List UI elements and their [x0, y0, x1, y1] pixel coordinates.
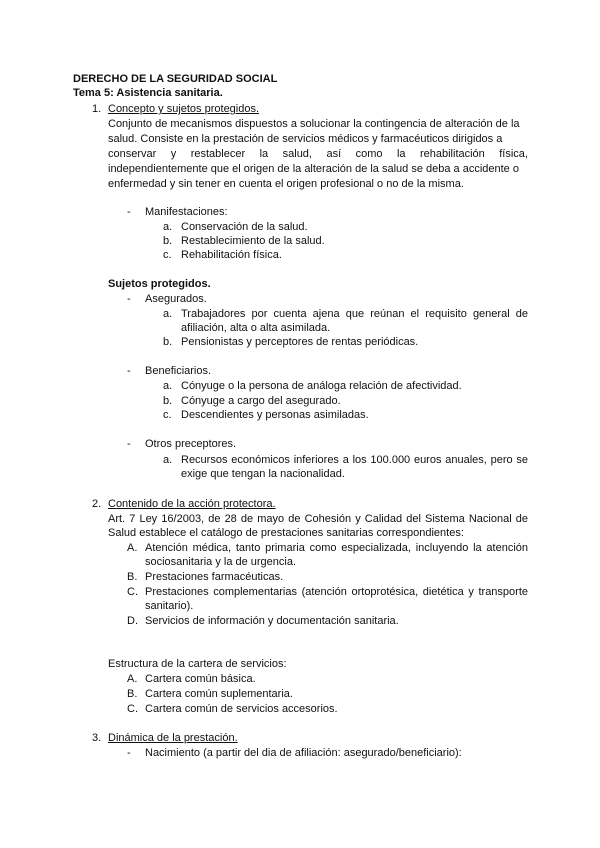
list-marker: A. [127, 542, 138, 554]
dash-bullet: - [127, 206, 131, 218]
section-number: 2. [92, 498, 102, 510]
list-marker: A. [127, 673, 138, 685]
list-item: Conservación de la salud. [181, 221, 308, 233]
list-item: Cónyuge o la persona de análoga relación de afectividad. [181, 380, 462, 392]
list-item: Trabajadores por cuenta ajena que reúnan el requisito general de [181, 308, 528, 320]
list-marker: b. [163, 235, 173, 247]
paragraph-line: independientemente que el origen de la alteración de la salud se deba a accidente o [108, 163, 519, 175]
section-heading: Concepto y sujetos protegidos. [108, 103, 260, 115]
paragraph-line: enfermedad y sin tener en cuenta el origen profesional o no de la misma. [108, 178, 464, 190]
section-number: 3. [92, 732, 102, 744]
list-item: Rehabilitación física. [181, 249, 282, 261]
list-item: Recursos económicos inferiores a los 100.000 euros anuales, pero se [181, 454, 528, 466]
list-marker: a. [163, 308, 173, 320]
dash-bullet: - [127, 438, 131, 450]
list-label: Beneficiarios. [145, 365, 212, 377]
list-item: Atención médica, tanto primaria como especializada, incluyendo la atención [145, 542, 528, 554]
list-item: Cartera común de servicios accesorios. [145, 703, 338, 715]
list-item: Nacimiento (a partir del dia de afiliación: asegurado/beneficiario): [145, 747, 462, 759]
list-item: Cartera común básica. [145, 673, 256, 685]
topic-title: Tema 5: Asistencia sanitaria. [73, 87, 223, 99]
list-marker: C. [127, 586, 138, 598]
list-marker: c. [163, 409, 172, 421]
list-marker: a. [163, 380, 173, 392]
list-item: Descendientes y personas asimiladas. [181, 409, 369, 421]
dash-bullet: - [127, 365, 131, 377]
list-marker: b. [163, 336, 173, 348]
list-marker: B. [127, 571, 138, 583]
list-label: Manifestaciones: [145, 206, 228, 218]
section-heading: Contenido de la acción protectora. [108, 498, 276, 510]
list-label: Estructura de la cartera de servicios: [108, 658, 287, 670]
list-item: Servicios de información y documentación sanitaria. [145, 615, 399, 627]
paragraph-line: salud. Consiste en la prestación de servicios médicos y farmacéuticos dirigidos a [108, 133, 503, 145]
paragraph-line: Conjunto de mecanismos dispuestos a solucionar la contingencia de alteración de la [108, 118, 520, 130]
list-item: Pensionistas y perceptores de rentas periódicas. [181, 336, 419, 348]
list-item-continuation: afiliación, alta o alta asimilada. [181, 322, 331, 334]
list-marker: a. [163, 454, 173, 466]
list-label: Asegurados. [145, 293, 207, 305]
paragraph-line: Salud establece el catálogo de prestaciones sanitarias correspondientes: [108, 527, 464, 539]
list-marker: B. [127, 688, 138, 700]
list-item: Restablecimiento de la salud. [181, 235, 325, 247]
list-item: Cónyuge a cargo del asegurado. [181, 395, 341, 407]
document-title: DERECHO DE LA SEGURIDAD SOCIAL [73, 73, 278, 85]
paragraph-line: Art. 7 Ley 16/2003, de 28 de mayo de Cohesión y Calidad del Sistema Nacional de [108, 513, 528, 525]
paragraph-line: conservar y restablecer la salud, así como la rehabilitación física, [108, 148, 528, 160]
section-number: 1. [92, 103, 102, 115]
list-marker: a. [163, 221, 173, 233]
section-heading: Dinámica de la prestación. [108, 732, 238, 744]
list-item: Prestaciones complementarias (atención ortoprotésica, dietética y transporte [145, 586, 528, 598]
list-marker: c. [163, 249, 172, 261]
dash-bullet: - [127, 747, 131, 759]
list-marker: b. [163, 395, 173, 407]
list-label: Otros preceptores. [145, 438, 237, 450]
list-marker: D. [127, 615, 138, 627]
list-item-continuation: sociosanitaria y la de urgencia. [145, 556, 297, 568]
list-marker: C. [127, 703, 138, 715]
dash-bullet: - [127, 293, 131, 305]
list-item-continuation: exige que tengan la nacionalidad. [181, 468, 345, 480]
list-item: Prestaciones farmacéuticas. [145, 571, 284, 583]
list-item-continuation: sanitario). [145, 600, 194, 612]
subsection-title: Sujetos protegidos. [108, 278, 211, 290]
list-item: Cartera común suplementaria. [145, 688, 293, 700]
